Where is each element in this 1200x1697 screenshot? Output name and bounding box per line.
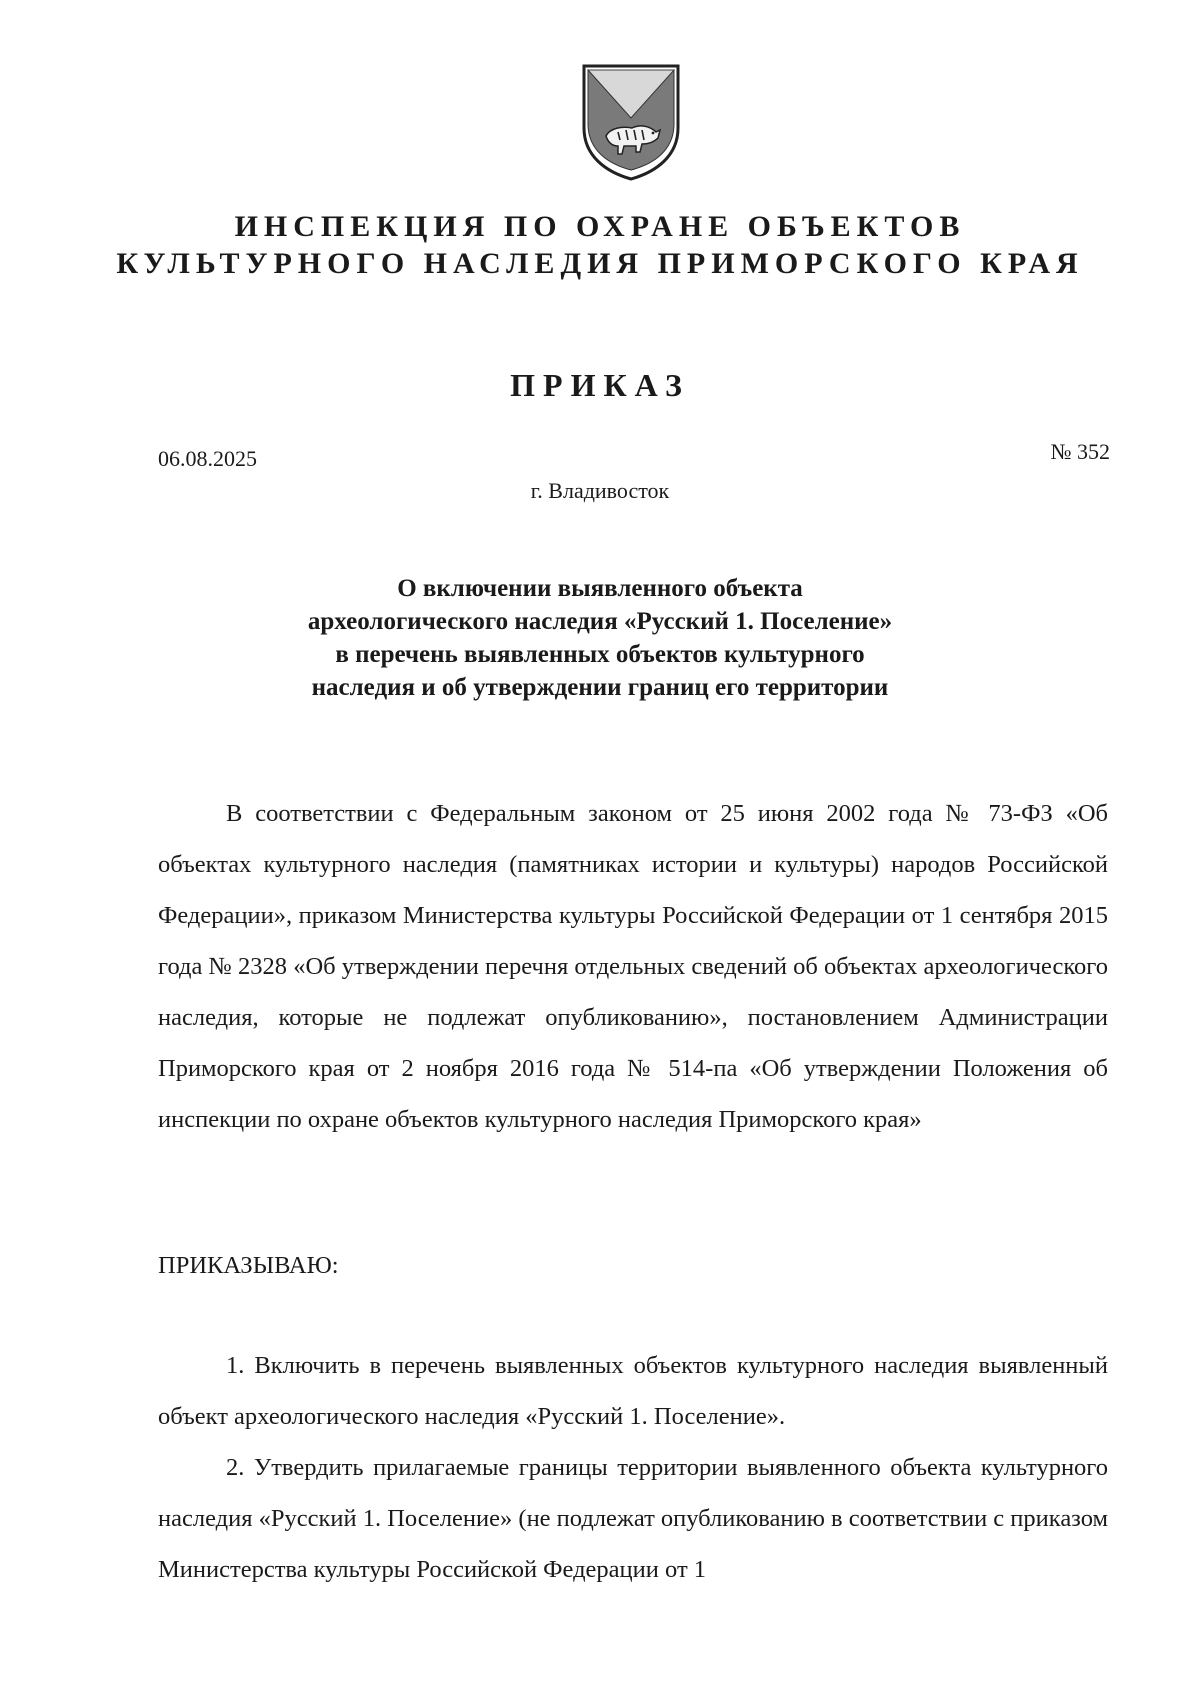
- order-item-2: 2. Утвердить прилагаемые границы территории выявленного объекта культурного наследия «Русский 1. Поселение» (не подлежат опубликованию в соответствии с приказом Министерства культуры Российской Федерации от 1: [158, 1454, 1109, 1583]
- document-number: № 352: [1050, 439, 1110, 464]
- primorsky-krai-coat-of-arms-icon: [578, 62, 684, 182]
- document-date: 06.08.2025: [158, 446, 257, 471]
- agency-name-line1: ИНСПЕКЦИЯ ПО ОХРАНЕ ОБЪЕКТОВ: [234, 210, 966, 243]
- document-subject: О включении выявленного объекта археологического наследия «Русский 1. Поселение» в перечень выявленных объектов культурного наследия и об утверждении границ его территории: [307, 575, 893, 701]
- directive-heading: ПРИКАЗЫВАЮ:: [158, 1252, 339, 1279]
- document-city: г. Владивосток: [530, 478, 670, 503]
- order-item-1: 1. Включить в перечень выявленных объектов культурного наследия выявленный объект археологического наследия «Русский 1. Поселение».: [158, 1352, 1108, 1430]
- preamble-paragraph: В соответствии с Федеральным законом от 25 июня 2002 года № 73-ФЗ «Об объектах культурного наследия (памятниках истории и культуры) народов Российской Федерации», приказом Министерства культуры Российской Федерации от 1 сентября 2015 года № 2328 «Об утверждении перечня отдельных сведений об объектах археологического наследия, которые не подлежат опубликованию», постановлением Администрации Приморского края от 2 ноября 2016 года № 514-па «Об утверждении Положения об инспекции по охране объектов культурного наследия Приморского края»: [158, 800, 1108, 1133]
- agency-name-line2: КУЛЬТУРНОГО НАСЛЕДИЯ ПРИМОРСКОГО КРАЯ: [116, 247, 1084, 280]
- document-type-title: ПРИКАЗ: [510, 367, 690, 403]
